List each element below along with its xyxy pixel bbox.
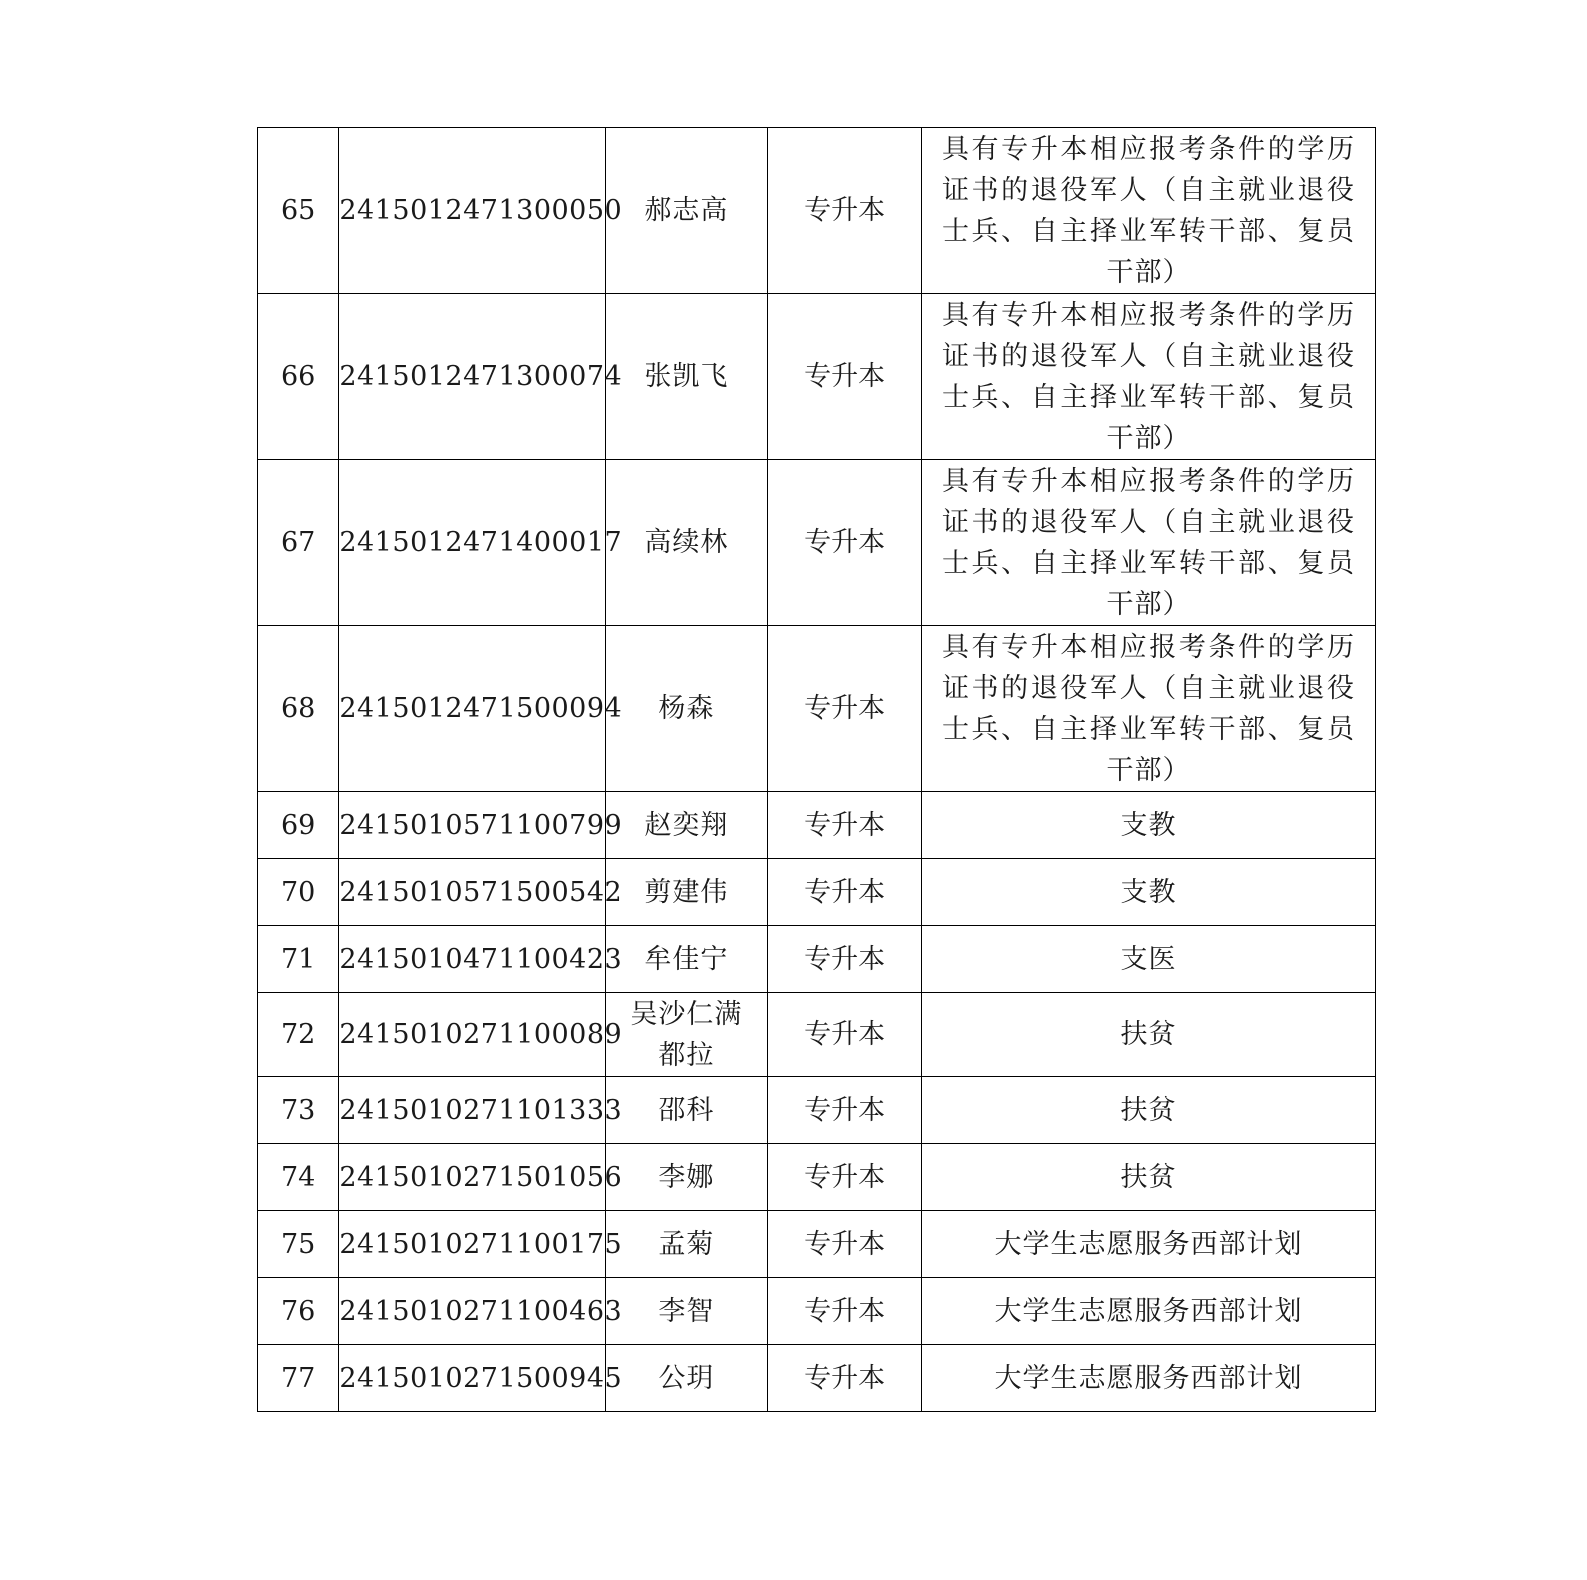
table-row xyxy=(258,460,1376,626)
table-row xyxy=(258,993,1376,1077)
exam-level: 专升本 xyxy=(768,859,922,926)
row-index: 71 xyxy=(258,926,339,993)
row-index: 76 xyxy=(258,1278,339,1345)
eligibility-category-text: 具有专升本相应报考条件的学历证书的退役军人（自主就业退役士兵、自主择业军转干部、复员干部） xyxy=(941,631,1355,786)
eligibility-category-text: 扶贫 xyxy=(1120,1161,1177,1193)
exam-id: 2415012471300050 xyxy=(339,128,605,294)
exam-id: 2415010571500542 xyxy=(339,859,605,926)
student-name-text: 张凯飞 xyxy=(644,361,729,392)
table-row xyxy=(258,294,1376,460)
eligibility-category xyxy=(921,993,1375,1077)
row-index: 77 xyxy=(258,1345,339,1412)
row-index: 72 xyxy=(258,993,339,1077)
student-name xyxy=(605,460,768,626)
row-index: 73 xyxy=(258,1077,339,1144)
exam-level: 专升本 xyxy=(768,460,922,626)
exam-id: 2415010571100799 xyxy=(339,792,605,859)
exam-id: 2415010471100423 xyxy=(339,926,605,993)
exam-id: 2415010271100175 xyxy=(339,1211,605,1278)
student-name-text: 邵科 xyxy=(658,1094,715,1126)
student-name xyxy=(605,626,768,792)
student-name xyxy=(605,1144,768,1211)
exam-level: 专升本 xyxy=(768,1077,922,1144)
eligibility-category-text: 大学生志愿服务西部计划 xyxy=(994,1362,1303,1394)
table-row xyxy=(258,1278,1376,1345)
eligibility-category xyxy=(921,792,1375,859)
eligibility-category xyxy=(921,460,1375,626)
student-name-text: 李娜 xyxy=(658,1161,715,1193)
table-row xyxy=(258,128,1376,294)
exam-id: 2415010271101333 xyxy=(339,1077,605,1144)
exam-level: 专升本 xyxy=(768,626,922,792)
student-name xyxy=(605,1077,768,1144)
student-name-text: 孟菊 xyxy=(658,1228,715,1260)
row-index: 67 xyxy=(258,460,339,626)
student-name-text: 郝志高 xyxy=(644,195,729,226)
exam-id: 2415012471400017 xyxy=(339,460,605,626)
table-row xyxy=(258,1144,1376,1211)
exam-level: 专升本 xyxy=(768,993,922,1077)
eligibility-category-text: 具有专升本相应报考条件的学历证书的退役军人（自主就业退役士兵、自主择业军转干部、复员干部） xyxy=(941,133,1355,288)
eligibility-category-text: 支医 xyxy=(1120,943,1177,975)
student-name-text: 李智 xyxy=(658,1295,715,1327)
student-name xyxy=(605,993,768,1077)
roster-body xyxy=(258,128,1376,1412)
table-row xyxy=(258,859,1376,926)
eligibility-category xyxy=(921,1278,1375,1345)
eligibility-category xyxy=(921,1077,1375,1144)
student-name-text: 牟佳宁 xyxy=(644,943,729,975)
table-row xyxy=(258,926,1376,993)
exam-level: 专升本 xyxy=(768,792,922,859)
eligibility-category xyxy=(921,926,1375,993)
exam-level: 专升本 xyxy=(768,128,922,294)
student-name-text: 剪建伟 xyxy=(644,876,729,908)
eligibility-category xyxy=(921,294,1375,460)
eligibility-category xyxy=(921,859,1375,926)
eligibility-category-text: 大学生志愿服务西部计划 xyxy=(994,1228,1303,1260)
student-name-text: 杨森 xyxy=(658,693,715,724)
exam-id: 2415010271500945 xyxy=(339,1345,605,1412)
row-index: 68 xyxy=(258,626,339,792)
table-row xyxy=(258,1345,1376,1412)
eligibility-category xyxy=(921,626,1375,792)
student-name xyxy=(605,128,768,294)
row-index: 69 xyxy=(258,792,339,859)
row-index: 66 xyxy=(258,294,339,460)
student-name xyxy=(605,1211,768,1278)
eligibility-category-text: 具有专升本相应报考条件的学历证书的退役军人（自主就业退役士兵、自主择业军转干部、复员干部） xyxy=(941,465,1355,620)
exam-level: 专升本 xyxy=(768,294,922,460)
exam-id: 2415010271100089 xyxy=(339,993,605,1077)
exam-level: 专升本 xyxy=(768,1345,922,1412)
student-name xyxy=(605,792,768,859)
row-index: 65 xyxy=(258,128,339,294)
student-name xyxy=(605,294,768,460)
eligibility-category-text: 具有专升本相应报考条件的学历证书的退役军人（自主就业退役士兵、自主择业军转干部、复员干部） xyxy=(941,299,1355,454)
eligibility-category-text: 大学生志愿服务西部计划 xyxy=(994,1295,1303,1327)
exam-id: 2415012471300074 xyxy=(339,294,605,460)
eligibility-category-text: 支教 xyxy=(1120,809,1177,841)
exam-level: 专升本 xyxy=(768,1211,922,1278)
student-name-text: 公玥 xyxy=(658,1362,715,1394)
student-name xyxy=(605,859,768,926)
exam-level: 专升本 xyxy=(768,1144,922,1211)
table-row xyxy=(258,1077,1376,1144)
eligibility-category xyxy=(921,1345,1375,1412)
eligibility-category xyxy=(921,1211,1375,1278)
table-row xyxy=(258,626,1376,792)
eligibility-category-text: 扶贫 xyxy=(1120,1019,1177,1050)
row-index: 70 xyxy=(258,859,339,926)
roster-table xyxy=(257,127,1376,1412)
exam-level: 专升本 xyxy=(768,926,922,993)
student-name xyxy=(605,926,768,993)
table-row xyxy=(258,792,1376,859)
student-name-text: 高续林 xyxy=(644,527,729,558)
student-name-text: 赵奕翔 xyxy=(644,809,729,841)
student-name-text: 吴沙仁满都拉 xyxy=(630,998,743,1071)
eligibility-category xyxy=(921,1144,1375,1211)
eligibility-category-text: 扶贫 xyxy=(1120,1094,1177,1126)
eligibility-category xyxy=(921,128,1375,294)
exam-id: 2415010271501056 xyxy=(339,1144,605,1211)
row-index: 74 xyxy=(258,1144,339,1211)
student-name xyxy=(605,1345,768,1412)
student-name xyxy=(605,1278,768,1345)
exam-id: 2415012471500094 xyxy=(339,626,605,792)
eligibility-category-text: 支教 xyxy=(1120,876,1177,908)
exam-id: 2415010271100463 xyxy=(339,1278,605,1345)
row-index: 75 xyxy=(258,1211,339,1278)
table-row xyxy=(258,1211,1376,1278)
exam-level: 专升本 xyxy=(768,1278,922,1345)
